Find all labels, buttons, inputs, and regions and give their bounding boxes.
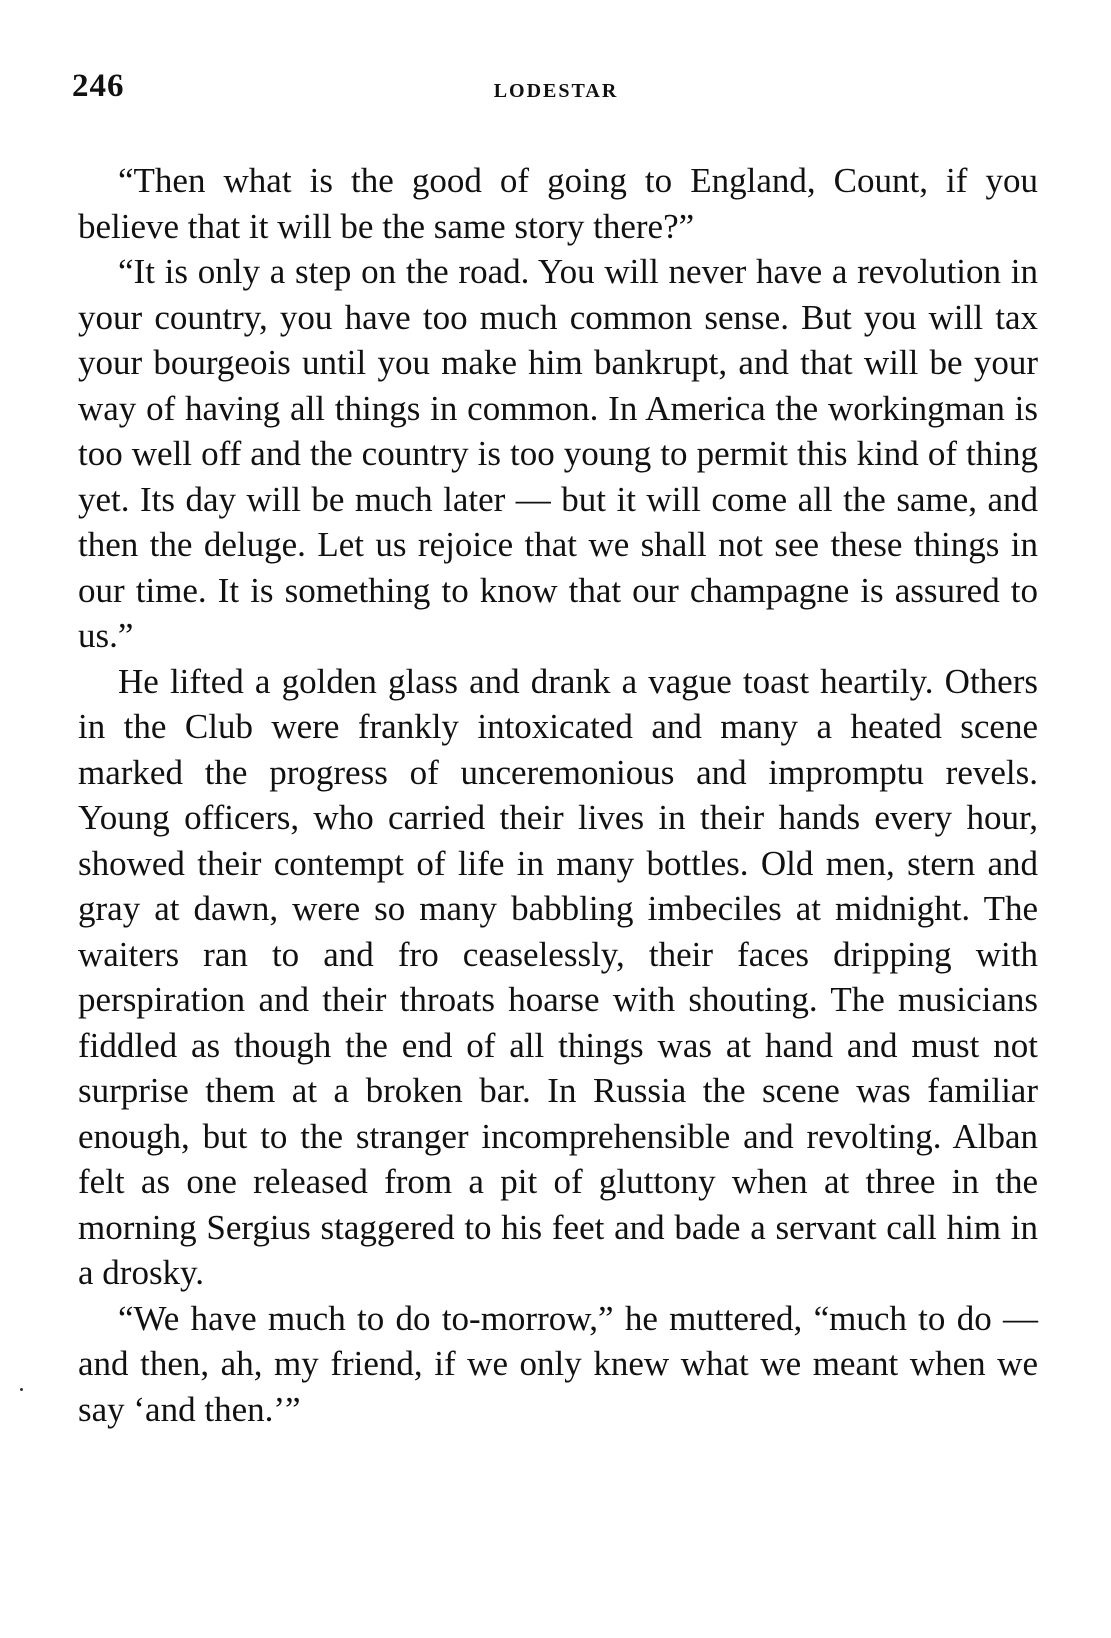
paragraph: “We have much to do to-morrow,” he muttered, “much to do — and then, ah, my friend, if we only knew what we meant when we say ‘and then.’” <box>78 1298 1038 1429</box>
paragraph: “Then what is the good of going to England, Count, if you believe that it will be the same story there?” <box>78 161 1038 246</box>
page-number: 246 <box>72 68 125 104</box>
scan-speck <box>20 1388 23 1391</box>
paragraph: He lifted a golden glass and drank a vague toast heartily. Others in the Club were frankly intoxicated and many a heated scene marked the progress of unceremonious and impromptu revels. Young officers, who carried their lives in their hands every hour, showed their contempt of life in many bottles. Old men, stern and gray at dawn, were so many babbling imbeciles at midnight. The waiters ran to and fro ceaselessly, their faces dripping with perspiration and their throats hoarse with shouting. The musicians fiddled as though the end of all things was at hand and must not surprise them at a broken bar. In Russia the scene was familiar enough, but to the stranger incomprehensible and revolting. Alban felt as one released from a pit of gluttony when at three in the morning Sergius staggered to his feet and bade a servant call him in a drosky. <box>78 661 1038 1292</box>
body-text <box>78 158 1038 1432</box>
running-head: LODESTAR <box>493 80 619 102</box>
page-header <box>72 68 1040 118</box>
paragraph: “It is only a step on the road. You will never have a revolution in your country, you have too much common sense. But you will tax your bourgeois until you make him bankrupt, and that will be your way of having all things in common. In America the workingman is too well off and the country is too young to permit this kind of thing yet. Its day will be much later — but it will come all the same, and then the deluge. Let us rejoice that we shall not see these things in our time. It is something to know that our champagne is assured to us.” <box>78 252 1038 655</box>
